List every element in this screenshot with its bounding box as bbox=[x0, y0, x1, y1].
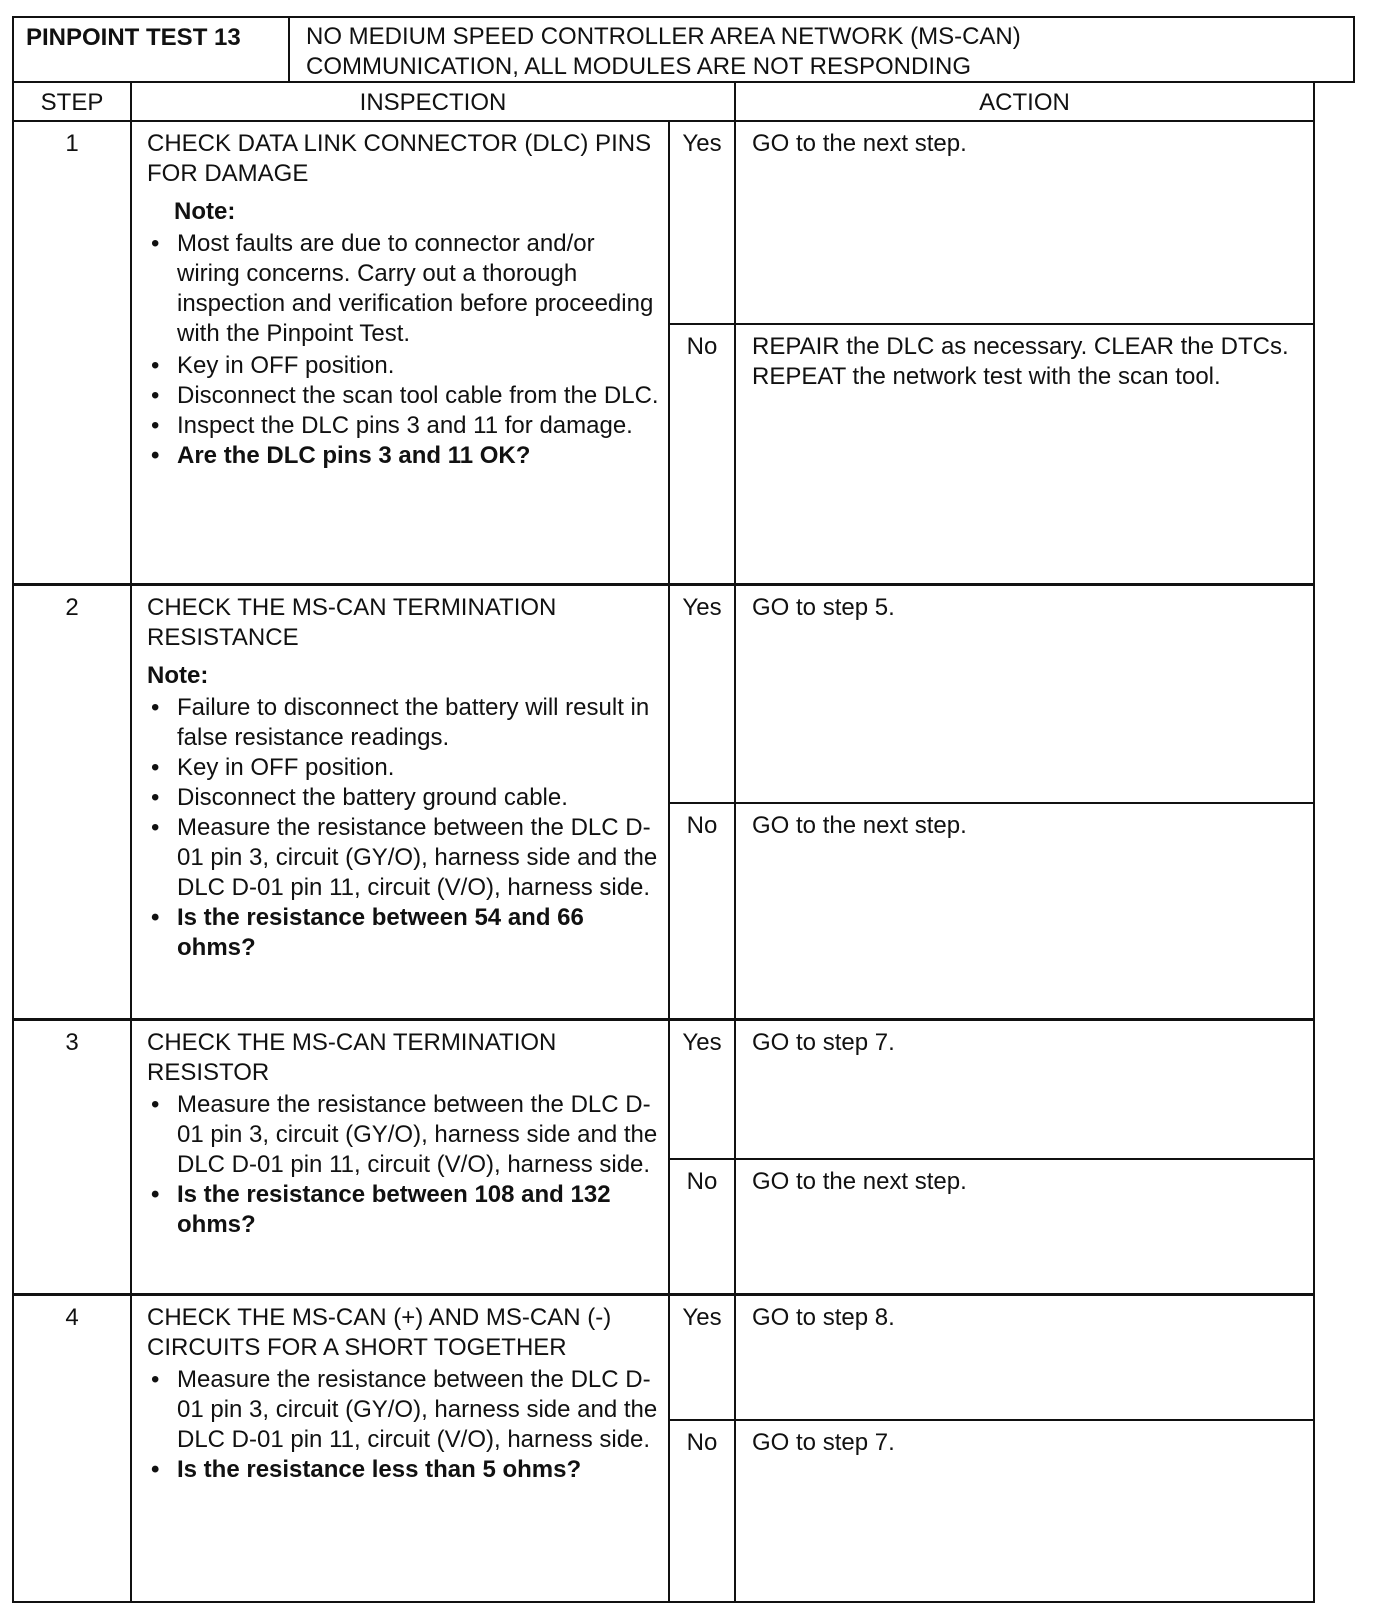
step-2-yes-label: Yes bbox=[682, 594, 722, 621]
step-1-note-list bbox=[147, 229, 662, 349]
step-1-item: • Disconnect the scan tool cable from the DLC. bbox=[147, 381, 662, 411]
step-4-inspection bbox=[147, 1303, 662, 1485]
step-2-number: 2 bbox=[65, 594, 79, 621]
step-2-question: • Is the resistance between 54 and 66 ohms? bbox=[147, 903, 662, 963]
step-1-note-label: Note: bbox=[174, 198, 236, 225]
step-4-question: • Is the resistance less than 5 ohms? bbox=[147, 1455, 662, 1485]
step-1-list bbox=[147, 351, 662, 471]
step-3-list bbox=[147, 1090, 662, 1240]
step-2-item: • Key in OFF position. bbox=[147, 753, 662, 783]
step-2-item: • Failure to disconnect the battery will result in false resistance readings. bbox=[147, 693, 662, 753]
test-header bbox=[12, 16, 1355, 83]
step-1-no-action: REPAIR the DLC as necessary. CLEAR the DTCs. REPEAT the network test with the scan tool. bbox=[752, 333, 1289, 390]
step-2-item: • Disconnect the battery ground cable. bbox=[147, 783, 662, 813]
step-2-title: CHECK THE MS-CAN TERMINATION RESISTANCE bbox=[147, 594, 557, 651]
step-1-question: • Are the DLC pins 3 and 11 OK? bbox=[147, 441, 662, 471]
step-2-inspection bbox=[147, 593, 662, 963]
step-3-yes-action: GO to step 7. bbox=[752, 1029, 895, 1056]
column-header-action: ACTION bbox=[979, 89, 1070, 116]
step-4-number: 4 bbox=[65, 1304, 79, 1331]
step-1-yes-action: GO to the next step. bbox=[752, 130, 967, 157]
step-1-yes-label: Yes bbox=[682, 130, 722, 157]
step-1-number: 1 bbox=[65, 130, 79, 157]
step-1-title: CHECK DATA LINK CONNECTOR (DLC) PINS FOR DAMAGE bbox=[147, 130, 652, 187]
step-3-question: • Is the resistance between 108 and 132 ohms? bbox=[147, 1180, 662, 1240]
test-title-line-1: NO MEDIUM SPEED CONTROLLER AREA NETWORK (MS-CAN) bbox=[306, 23, 1021, 50]
test-title-line-2: COMMUNICATION, ALL MODULES ARE NOT RESPONDING bbox=[306, 53, 971, 80]
step-2-note-label: Note: bbox=[147, 662, 209, 689]
step-4-no-action: GO to step 7. bbox=[752, 1429, 895, 1456]
step-4-list bbox=[147, 1365, 662, 1485]
column-header-inspection: INSPECTION bbox=[359, 89, 507, 116]
step-3-title: CHECK THE MS-CAN TERMINATION RESISTOR bbox=[147, 1029, 557, 1086]
step-1-item: • Inspect the DLC pins 3 and 11 for damage. bbox=[147, 411, 662, 441]
step-4-yes-label: Yes bbox=[682, 1304, 722, 1331]
step-3-yes-label: Yes bbox=[682, 1029, 722, 1056]
step-2-list bbox=[147, 693, 662, 963]
step-3-inspection bbox=[147, 1028, 662, 1240]
step-4-yes-action: GO to step 8. bbox=[752, 1304, 895, 1331]
step-3-number: 3 bbox=[65, 1029, 79, 1056]
step-4-item: • Measure the resistance between the DLC D-01 pin 3, circuit (GY/O), harness side and the DLC D-01 pin 11, circuit (V/O), harness side. bbox=[147, 1365, 662, 1455]
test-id: PINPOINT TEST 13 bbox=[14, 18, 290, 81]
step-3-item: • Measure the resistance between the DLC D-01 pin 3, circuit (GY/O), harness side and the DLC D-01 pin 11, circuit (V/O), harness side. bbox=[147, 1090, 662, 1180]
pinpoint-table bbox=[12, 83, 1355, 1603]
step-1-item: • Key in OFF position. bbox=[147, 351, 662, 381]
step-2-yes-action: GO to step 5. bbox=[752, 594, 895, 621]
step-3-no-action: GO to the next step. bbox=[752, 1168, 967, 1195]
step-4-no-label: No bbox=[686, 1429, 718, 1456]
step-1-no-label: No bbox=[686, 333, 718, 360]
pinpoint-test-document bbox=[12, 16, 1355, 1603]
step-4-title: CHECK THE MS-CAN (+) AND MS-CAN (-) CIRCUITS FOR A SHORT TOGETHER bbox=[147, 1304, 612, 1361]
step-2-no-action: GO to the next step. bbox=[752, 812, 967, 839]
test-title bbox=[290, 18, 1353, 81]
step-3-no-label: No bbox=[686, 1168, 718, 1195]
step-1-inspection bbox=[147, 129, 662, 471]
column-header-step: STEP bbox=[40, 89, 104, 116]
step-1-note-item: • Most faults are due to connector and/or wiring concerns. Carry out a thorough inspection and verification before proceeding with the Pinpoint Test. bbox=[147, 229, 662, 349]
step-2-item: • Measure the resistance between the DLC D-01 pin 3, circuit (GY/O), harness side and the DLC D-01 pin 11, circuit (V/O), harness side. bbox=[147, 813, 662, 903]
step-2-no-label: No bbox=[686, 812, 718, 839]
